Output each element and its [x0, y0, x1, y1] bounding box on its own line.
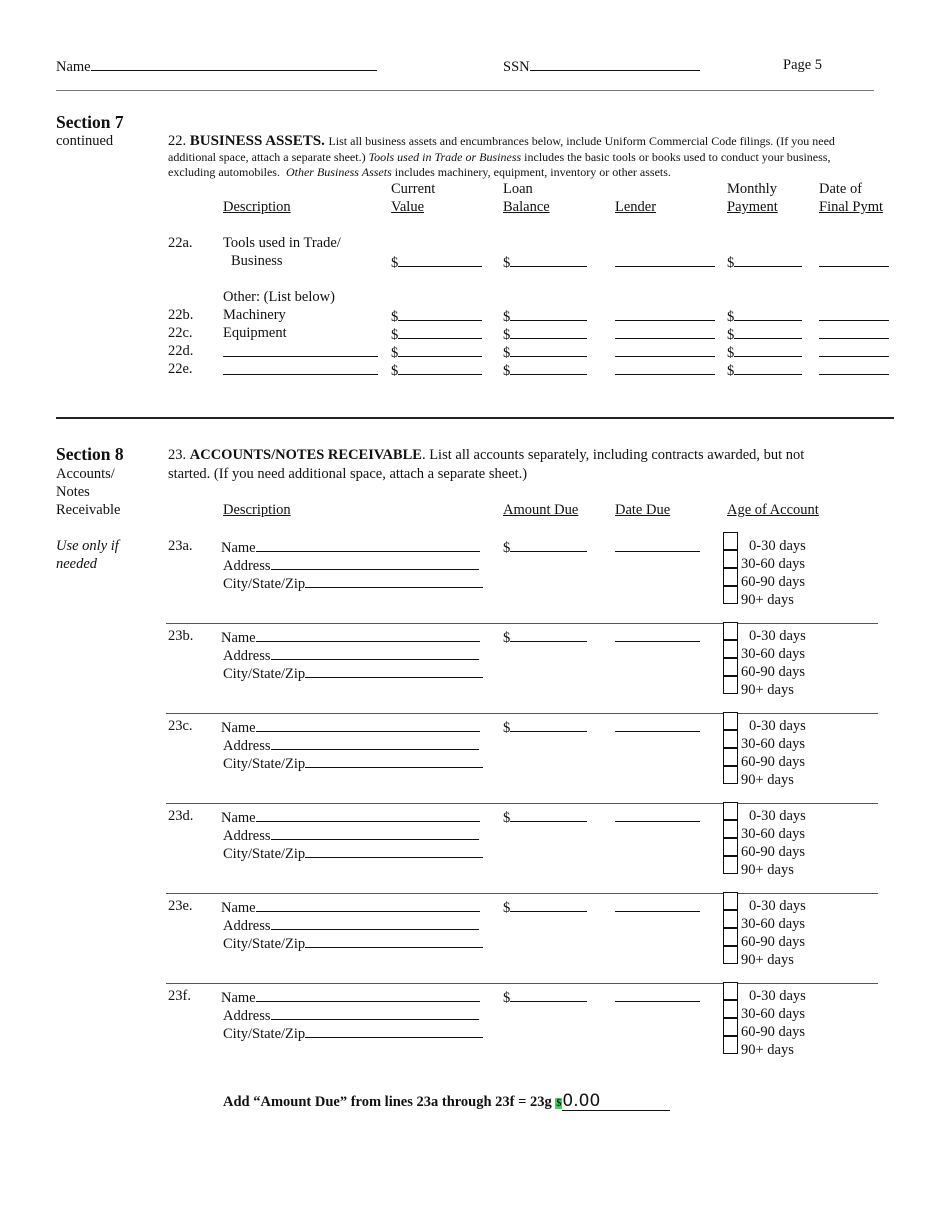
- entry-label: 23e.: [168, 898, 193, 914]
- age-option-label: 60-90 days: [741, 574, 806, 590]
- entry-divider: [166, 713, 878, 714]
- age-checkbox[interactable]: [723, 712, 738, 730]
- item22-intro2a: additional space, attach a separate sheet.): [168, 150, 366, 164]
- entry-date-due-field[interactable]: [615, 628, 700, 647]
- col8-age-of-account: Age of Account: [727, 502, 819, 518]
- asset-row-lender[interactable]: [615, 325, 715, 344]
- row-22a-desc-line2: Business: [231, 253, 283, 269]
- entry-name-field[interactable]: Name: [221, 988, 480, 1007]
- entry-label: 23b.: [168, 628, 194, 644]
- age-checkbox[interactable]: [723, 730, 738, 748]
- age-option-label: 90+ days: [741, 862, 794, 878]
- col8-description: Description: [223, 502, 291, 518]
- asset-row-lender[interactable]: [615, 307, 715, 326]
- row-22d-label: 22d.: [168, 343, 194, 359]
- section7-intro-line2: [168, 150, 830, 165]
- age-option-label: 0-30 days: [749, 898, 806, 914]
- row-22e-label: 22e.: [168, 361, 193, 377]
- age-checkbox[interactable]: [723, 766, 738, 784]
- row-22a-current-value[interactable]: $: [391, 253, 482, 272]
- asset-row-loan-balance[interactable]: $: [503, 307, 587, 326]
- age-option-label: 90+ days: [741, 682, 794, 698]
- section8-intro-line2: started. (If you need additional space, attach a separate sheet.): [168, 466, 528, 482]
- col8-date-due: Date Due: [615, 502, 671, 518]
- item22-intro1: List all business assets and encumbrances below, include Uniform Commercial Code filings. (If you need: [328, 134, 835, 148]
- entry-address-field[interactable]: Address: [223, 556, 479, 575]
- age-option-label: 0-30 days: [749, 988, 806, 1004]
- item23-intro1: . List all accounts separately, including contracts awarded, but not: [421, 447, 805, 463]
- entry-amount-due-field[interactable]: $: [503, 808, 587, 827]
- section8-side-line2: Notes: [56, 484, 90, 500]
- age-option-label: 30-60 days: [741, 556, 806, 572]
- col-loan-balance-top: Loan: [503, 181, 533, 197]
- age-checkbox[interactable]: [723, 622, 738, 640]
- section8-note-line1: Use only if: [56, 538, 119, 554]
- asset-row-monthly-payment[interactable]: $: [727, 343, 802, 362]
- asset-row-current-value[interactable]: $: [391, 361, 482, 380]
- entry-amount-due-field[interactable]: $: [503, 628, 587, 647]
- entry-divider: [166, 803, 878, 804]
- age-option-label: 90+ days: [741, 1042, 794, 1058]
- row-22a-desc-line1: Tools used in Trade/: [223, 235, 341, 251]
- entry-amount-due-field[interactable]: $: [503, 538, 587, 557]
- row-22e-desc-field[interactable]: [223, 361, 378, 380]
- asset-row-monthly-payment[interactable]: $: [727, 307, 802, 326]
- entry-amount-due-field[interactable]: $: [503, 718, 587, 737]
- col-description: Description: [223, 199, 291, 215]
- entry-label: 23a.: [168, 538, 193, 554]
- col-final-pymt-bottom: Final Pymt: [819, 199, 884, 215]
- age-checkbox[interactable]: [723, 946, 738, 964]
- entry-date-due-field[interactable]: [615, 898, 700, 917]
- age-option-label: 30-60 days: [741, 916, 806, 932]
- section8-side-line3: Receivable: [56, 502, 121, 518]
- item22-intro3a: excluding automobiles.: [168, 165, 280, 179]
- asset-row-current-value[interactable]: $: [391, 325, 482, 344]
- entry-divider: [166, 983, 878, 984]
- entry-label: 23c.: [168, 718, 193, 734]
- age-checkbox[interactable]: [723, 856, 738, 874]
- age-option-label: 30-60 days: [741, 1006, 806, 1022]
- asset-row-lender[interactable]: [615, 343, 715, 362]
- age-checkbox[interactable]: [723, 838, 738, 856]
- section8-note-line2: needed: [56, 556, 98, 572]
- age-option-label: 60-90 days: [741, 664, 806, 680]
- age-checkbox[interactable]: [723, 532, 738, 550]
- col-final-pymt-top: Date of: [819, 181, 863, 197]
- age-checkbox[interactable]: [723, 820, 738, 838]
- entry-address-field[interactable]: Address: [223, 1006, 479, 1025]
- row-22a-loan-balance[interactable]: $: [503, 253, 587, 272]
- entry-city-field[interactable]: City/State/Zip: [223, 844, 483, 863]
- entry-date-due-field[interactable]: [615, 538, 700, 557]
- entry-date-due-field[interactable]: [615, 988, 700, 1007]
- item22-number: 22.: [168, 133, 187, 149]
- entry-label: 23d.: [168, 808, 194, 824]
- section7-title: Section 7: [56, 112, 124, 132]
- row-22c-desc: Equipment: [223, 325, 287, 341]
- col-monthly-payment-top: Monthly: [727, 181, 777, 197]
- age-checkbox[interactable]: [723, 1036, 738, 1054]
- age-option-label: 90+ days: [741, 592, 794, 608]
- section7-intro-line1: [168, 133, 835, 150]
- section7-subtitle: continued: [56, 133, 114, 149]
- header-divider: [56, 90, 874, 91]
- asset-row-final-pymt[interactable]: [819, 325, 889, 344]
- item22-intro3b: Other Business Assets: [285, 165, 392, 179]
- col-loan-balance-bottom: Balance: [503, 199, 550, 215]
- age-option-label: 60-90 days: [741, 844, 806, 860]
- entry-amount-due-field[interactable]: $: [503, 988, 587, 1007]
- asset-row-monthly-payment[interactable]: $: [727, 361, 802, 380]
- age-checkbox[interactable]: [723, 640, 738, 658]
- asset-row-loan-balance[interactable]: $: [503, 325, 587, 344]
- age-checkbox[interactable]: [723, 586, 738, 604]
- entry-name-field[interactable]: Name: [221, 898, 480, 917]
- col-lender: Lender: [615, 199, 657, 215]
- row-22c-label: 22c.: [168, 325, 193, 341]
- age-checkbox[interactable]: [723, 550, 738, 568]
- entry-name-field[interactable]: Name: [221, 808, 480, 827]
- age-option-label: 60-90 days: [741, 934, 806, 950]
- col-current-value-top: Current: [391, 181, 436, 197]
- item22-intro2b: Tools used in Trade or Business: [368, 150, 522, 164]
- entry-divider: [166, 623, 878, 624]
- section7-intro-line3: [168, 165, 671, 180]
- age-checkbox[interactable]: [723, 1000, 738, 1018]
- entry-city-field[interactable]: City/State/Zip: [223, 754, 483, 773]
- item23-number: 23.: [168, 447, 187, 463]
- age-option-label: 30-60 days: [741, 736, 806, 752]
- asset-row-loan-balance[interactable]: $: [503, 361, 587, 380]
- age-option-label: 0-30 days: [749, 538, 806, 554]
- age-option-label: 30-60 days: [741, 646, 806, 662]
- entry-city-field[interactable]: City/State/Zip: [223, 574, 483, 593]
- total-label: Add “Amount Due” from lines 23a through 23f = 23g: [223, 1094, 552, 1110]
- entry-name-field[interactable]: Name: [221, 718, 480, 737]
- section8-intro-line1: [168, 447, 804, 464]
- page-number: Page 5: [783, 57, 823, 73]
- asset-row-current-value[interactable]: $: [391, 343, 482, 362]
- asset-row-final-pymt[interactable]: [819, 343, 889, 362]
- entry-label: 23f.: [168, 988, 191, 1004]
- ssn-label: SSN: [503, 59, 530, 75]
- age-checkbox[interactable]: [723, 568, 738, 586]
- asset-row-monthly-payment[interactable]: $: [727, 325, 802, 344]
- age-checkbox[interactable]: [723, 748, 738, 766]
- age-checkbox[interactable]: [723, 928, 738, 946]
- row-22d-desc-field[interactable]: [223, 343, 378, 362]
- entry-address-field[interactable]: Address: [223, 916, 479, 935]
- age-option-label: 30-60 days: [741, 826, 806, 842]
- section8-title: Section 8: [56, 444, 124, 464]
- total-amount-field[interactable]: 0.00: [562, 1093, 670, 1111]
- age-checkbox[interactable]: [723, 802, 738, 820]
- asset-row-final-pymt[interactable]: [819, 361, 889, 380]
- entry-city-field[interactable]: City/State/Zip: [223, 664, 483, 683]
- row-22a-lender[interactable]: [615, 253, 715, 272]
- entry-divider: [166, 893, 878, 894]
- name-row: [56, 57, 377, 76]
- entry-address-field[interactable]: Address: [223, 736, 479, 755]
- age-option-label: 60-90 days: [741, 754, 806, 770]
- age-option-label: 0-30 days: [749, 718, 806, 734]
- entry-address-field[interactable]: Address: [223, 646, 479, 665]
- entry-date-due-field[interactable]: [615, 808, 700, 827]
- total-dollar: $: [556, 1098, 562, 1109]
- age-checkbox[interactable]: [723, 892, 738, 910]
- entry-amount-due-field[interactable]: $: [503, 898, 587, 917]
- name-label: Name: [56, 59, 91, 75]
- item23-title: ACCOUNTS/NOTES RECEIVABLE: [189, 447, 422, 463]
- entry-city-field[interactable]: City/State/Zip: [223, 934, 483, 953]
- entry-name-field[interactable]: Name: [221, 538, 480, 557]
- entry-address-field[interactable]: Address: [223, 826, 479, 845]
- age-option-label: 90+ days: [741, 772, 794, 788]
- age-option-label: 90+ days: [741, 952, 794, 968]
- item22-intro3c: includes machinery, equipment, inventory or other assets.: [394, 165, 671, 179]
- ssn-row: [503, 57, 700, 76]
- entry-date-due-field[interactable]: [615, 718, 700, 737]
- col-current-value-bottom: Value: [391, 199, 425, 215]
- entry-name-field[interactable]: Name: [221, 628, 480, 647]
- age-checkbox[interactable]: [723, 982, 738, 1000]
- asset-row-current-value[interactable]: $: [391, 307, 482, 326]
- row-22a-label: 22a.: [168, 235, 193, 251]
- row-22a-monthly-payment[interactable]: $: [727, 253, 802, 272]
- section-divider: [56, 417, 894, 419]
- entry-city-field[interactable]: City/State/Zip: [223, 1024, 483, 1043]
- age-checkbox[interactable]: [723, 1018, 738, 1036]
- section8-side-line1: Accounts/: [56, 466, 115, 482]
- total-row: [223, 1093, 670, 1111]
- age-option-label: 0-30 days: [749, 628, 806, 644]
- age-checkbox[interactable]: [723, 676, 738, 694]
- item22-intro2c: includes the basic tools or books used to conduct your business,: [524, 150, 831, 164]
- asset-row-final-pymt[interactable]: [819, 307, 889, 326]
- row-22b-label: 22b.: [168, 307, 194, 323]
- col-monthly-payment-bottom: Payment: [727, 199, 778, 215]
- row-22b-desc: Machinery: [223, 307, 286, 323]
- row-22a-final-pymt[interactable]: [819, 253, 889, 272]
- asset-row-loan-balance[interactable]: $: [503, 343, 587, 362]
- age-option-label: 60-90 days: [741, 1024, 806, 1040]
- ssn-field[interactable]: [530, 57, 700, 71]
- name-field[interactable]: [91, 57, 377, 71]
- age-option-label: 0-30 days: [749, 808, 806, 824]
- other-label: Other: (List below): [223, 289, 335, 305]
- age-checkbox[interactable]: [723, 910, 738, 928]
- age-checkbox[interactable]: [723, 658, 738, 676]
- col8-amount-due: Amount Due: [503, 502, 579, 518]
- asset-row-lender[interactable]: [615, 361, 715, 380]
- item22-title: BUSINESS ASSETS.: [189, 133, 325, 149]
